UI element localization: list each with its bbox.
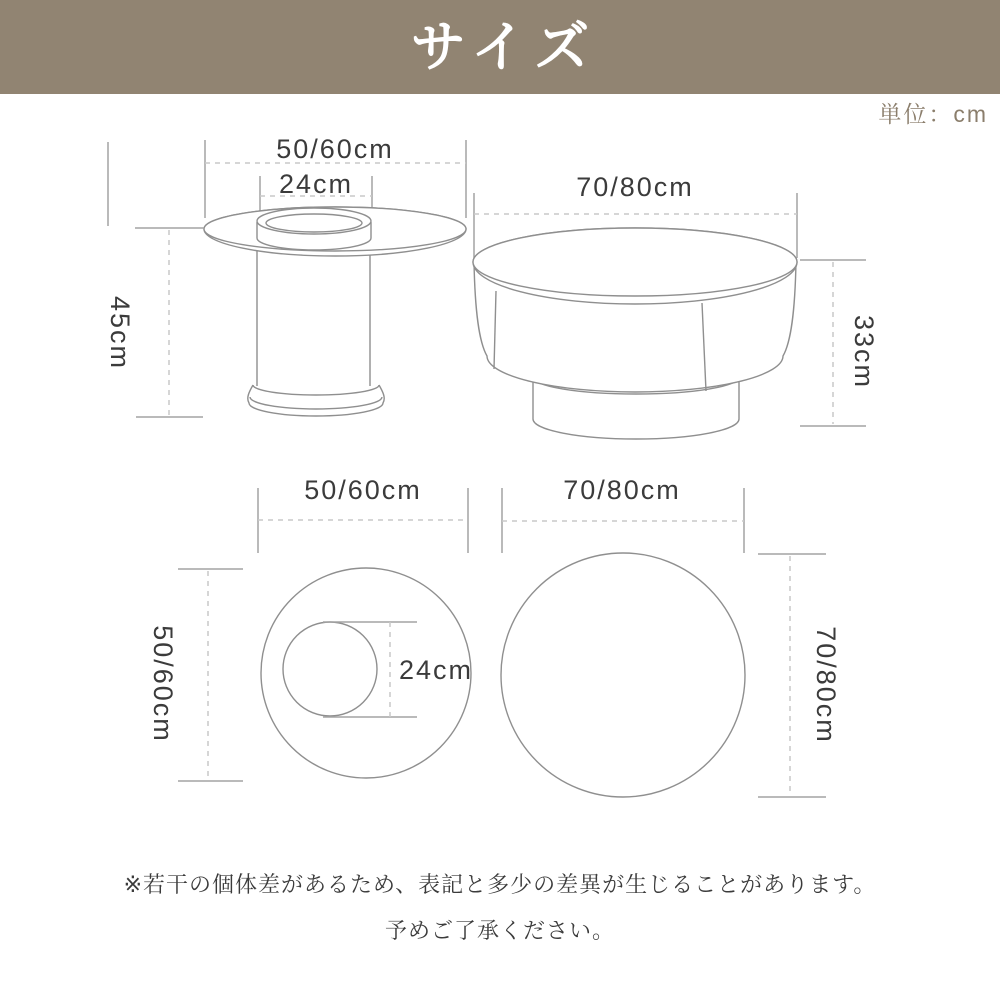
small-table-height-label: 45cm (105, 295, 135, 371)
foot-outline (248, 385, 384, 416)
bowl-rim-outer (257, 208, 371, 234)
small-table-tv-width-label: 50/60cm (304, 475, 422, 505)
footnote-line-2: 予めご了承ください。 (384, 918, 615, 943)
large-table-tv-depth-dimension (758, 554, 841, 797)
large-table-top-view (501, 475, 841, 797)
small-table-top-view (148, 475, 473, 781)
large-table-height-label: 33cm (849, 314, 879, 390)
page-title: サイズ (410, 15, 599, 78)
small-table-recess-circle (283, 622, 377, 716)
footnote-line-1: ※若干の個体差があるため、表記と多少の差異が生じることがあります。 (123, 872, 877, 897)
small-table-tv-recess-label: 24cm (399, 655, 474, 685)
small-table-height-dimension (105, 228, 204, 417)
small-table-tv-recess-dimension (323, 622, 473, 717)
large-table-tv-depth-label: 70/80cm (811, 626, 841, 744)
small-table-pedestal-drawing (248, 246, 384, 416)
large-table-outline-circle (501, 553, 745, 797)
large-table-height-dimension (800, 260, 879, 426)
large-table-tv-width-label: 70/80cm (563, 475, 681, 505)
small-table-top-width-label: 50/60cm (276, 134, 394, 164)
unit-label: 単位：cm (878, 101, 988, 127)
large-table-top-drawing (473, 228, 797, 304)
foot-bottom-rim (250, 397, 382, 409)
large-table-tv-width-dimension (502, 475, 744, 553)
large-table-top-width-label: 70/80cm (576, 172, 694, 202)
small-table-tv-width-dimension (258, 475, 468, 553)
small-table-tv-depth-label: 50/60cm (148, 625, 178, 743)
foot-top-rim (253, 385, 379, 395)
small-table-side-view (105, 134, 466, 417)
small-table-tv-depth-dimension (148, 569, 243, 781)
tabletop-surface (473, 228, 797, 296)
large-table-side-view (473, 172, 879, 439)
small-table-recess-width-label: 24cm (278, 169, 354, 199)
small-table-recess-drawing (257, 208, 371, 250)
